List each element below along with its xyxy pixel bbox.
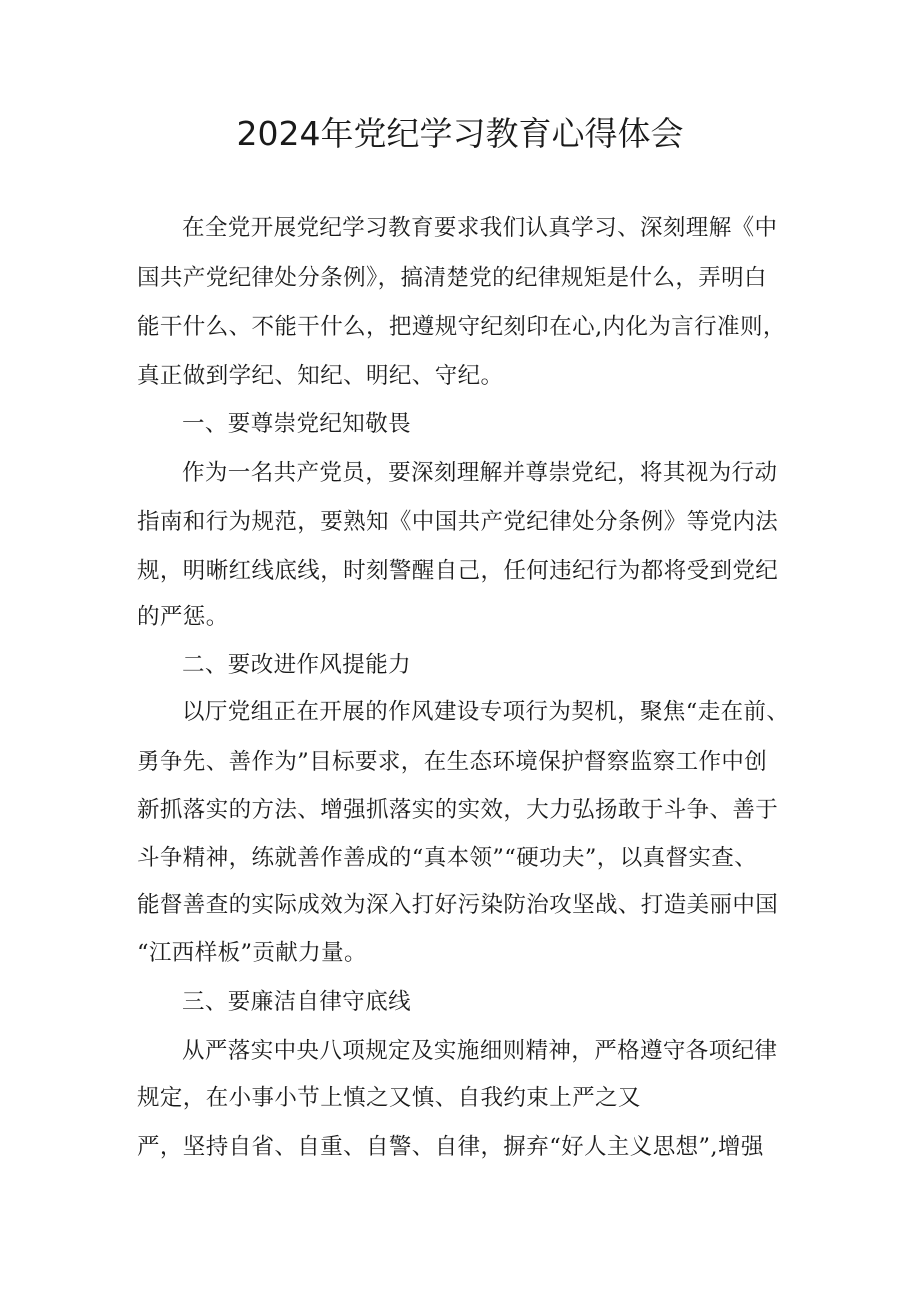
paragraph-line: 规，明晰红线底线，时刻警醒自己，任何违纪行为都将受到党纪 (137, 558, 779, 584)
paragraph-line: 能干什么、不能干什么，把遵规守纪刻印在心,内化为言行准则， (137, 314, 786, 340)
paragraph-line: 国共产党纪律处分条例》，搞清楚党的纪律规矩是什么，弄明白 (137, 265, 767, 291)
paragraph-line: 以厅党组正在开展的作风建设专项行为契机，聚焦“走在前、 (182, 699, 790, 725)
paragraph-line: 斗争精神，练就善作善成的“真本领”“硬功夫”，以真督实查、 (137, 845, 758, 871)
section-heading: 一、要尊崇党纪知敬畏 (182, 411, 412, 437)
section-heading: 三、要廉洁自律守底线 (182, 989, 412, 1015)
document-title: 2024年党纪学习教育心得体会 (236, 114, 684, 153)
paragraph-line: 勇争先、善作为”目标要求，在生态环境保护督察监察工作中创 (137, 749, 768, 775)
section-heading: 二、要改进作风提能力 (182, 652, 412, 678)
paragraph-line: 严，坚持自省、自重、自警、自律，摒弃“好人主义思想”,增强 (137, 1134, 764, 1160)
paragraph-line: 指南和行为规范，要熟知《中国共产党纪律处分条例》等党内法 (137, 509, 779, 535)
paragraph-line: 新抓落实的方法、增强抓落实的实效，大力弘扬敢于斗争、善于 (137, 797, 779, 823)
paragraph-line: 作为一名共产党员，要深刻理解并尊崇党纪，将其视为行动 (182, 460, 778, 486)
paragraph-line: “江西样板”贡献力量。 (137, 940, 367, 966)
paragraph-line: 真正做到学纪、知纪、明纪、守纪。 (137, 363, 504, 389)
paragraph-line: 从严落实中央八项规定及实施细则精神，严格遵守各项纪律 (182, 1038, 778, 1064)
paragraph-line: 规定，在小事小节上慎之又慎、自我约束上严之又 (137, 1085, 641, 1111)
paragraph-line: 能督善查的实际成效为深入打好污染防治攻坚战、打造美丽中国 (137, 892, 779, 918)
paragraph-line: 在全党开展党纪学习教育要求我们认真学习、深刻理解《中 (182, 215, 778, 241)
paragraph-line: 的严惩。 (137, 604, 229, 630)
